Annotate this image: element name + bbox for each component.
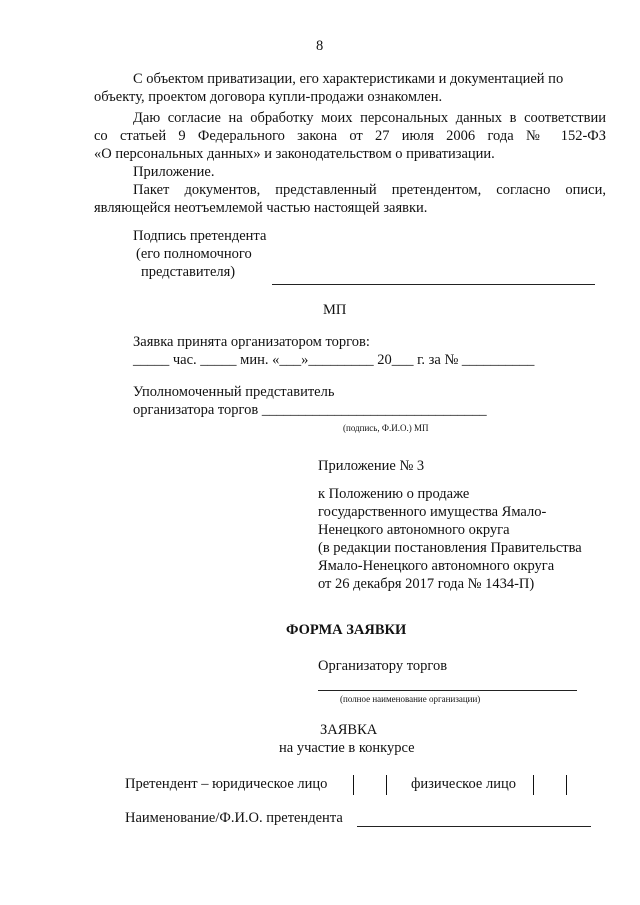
individual-label: физическое лицо <box>411 776 516 792</box>
signature-label-line2: (его полномочного <box>136 246 252 262</box>
consent-p4-line2: являющейся неотъемлемой частью настоящей заявки. <box>94 200 428 216</box>
representative-line1: Уполномоченный представитель <box>133 384 335 400</box>
appendix-line2: государственного имущества Ямало- <box>318 504 547 520</box>
addressee-caption: (полное наименование организации) <box>340 694 481 704</box>
consent-p1-line1: С объектом приватизации, его характеристиками и документацией по <box>133 71 564 87</box>
appendix-line1: к Положению о продаже <box>318 486 470 502</box>
acceptance-title: Заявка принята организатором торгов: <box>133 334 370 350</box>
application-heading: ЗАЯВКА <box>320 722 378 738</box>
applicant-type-label: Претендент – юридическое лицо <box>125 776 328 792</box>
appendix-line6: от 26 декабря 2017 года № 1434-П) <box>318 576 535 592</box>
stamp-mark: МП <box>323 302 347 318</box>
legal-entity-box-left <box>353 775 354 795</box>
appendix-line4: (в редакции постановления Правительства <box>318 540 582 556</box>
appendix-title: Приложение № 3 <box>318 458 425 474</box>
applicant-name-label: Наименование/Ф.И.О. претендента <box>125 810 343 826</box>
representative-caption: (подпись, Ф.И.О.) МП <box>343 423 429 433</box>
signature-line[interactable] <box>272 284 595 285</box>
consent-p3: Приложение. <box>133 164 215 180</box>
form-title: ФОРМА ЗАЯВКИ <box>286 622 407 638</box>
appendix-line3: Ненецкого автономного округа <box>318 522 510 538</box>
legal-entity-box-right <box>386 775 387 795</box>
individual-box-right <box>566 775 567 795</box>
page-number: 8 <box>316 38 324 54</box>
acceptance-time-line: _____ час. _____ мин. «___»_________ 20___ г. за № __________ <box>133 352 535 368</box>
representative-line2: организатора торгов _______________________________ <box>133 402 487 418</box>
signature-label-line3: представителя) <box>141 264 236 280</box>
consent-p1-line2: объекту, проектом договора купли-продажи ознакомлен. <box>94 89 443 105</box>
applicant-name-line[interactable] <box>357 826 591 827</box>
addressee-line[interactable] <box>318 690 577 691</box>
appendix-line5: Ямало-Ненецкого автономного округа <box>318 558 555 574</box>
consent-p2-line1: Даю согласие на обработку моих персональных данных в соответствии <box>133 110 606 126</box>
application-subheading: на участие в конкурсе <box>279 740 415 756</box>
consent-p2-line2: со статьей 9 Федерального закона от 27 июля 2006 года № 152-ФЗ <box>94 128 606 144</box>
addressee-label: Организатору торгов <box>318 658 448 674</box>
consent-p4-line1: Пакет документов, представленный претендентом, согласно описи, <box>133 182 606 198</box>
signature-label-line1: Подпись претендента <box>133 228 267 244</box>
consent-p2-line3: «О персональных данных» и законодательством о приватизации. <box>94 146 495 162</box>
individual-box-left <box>533 775 534 795</box>
